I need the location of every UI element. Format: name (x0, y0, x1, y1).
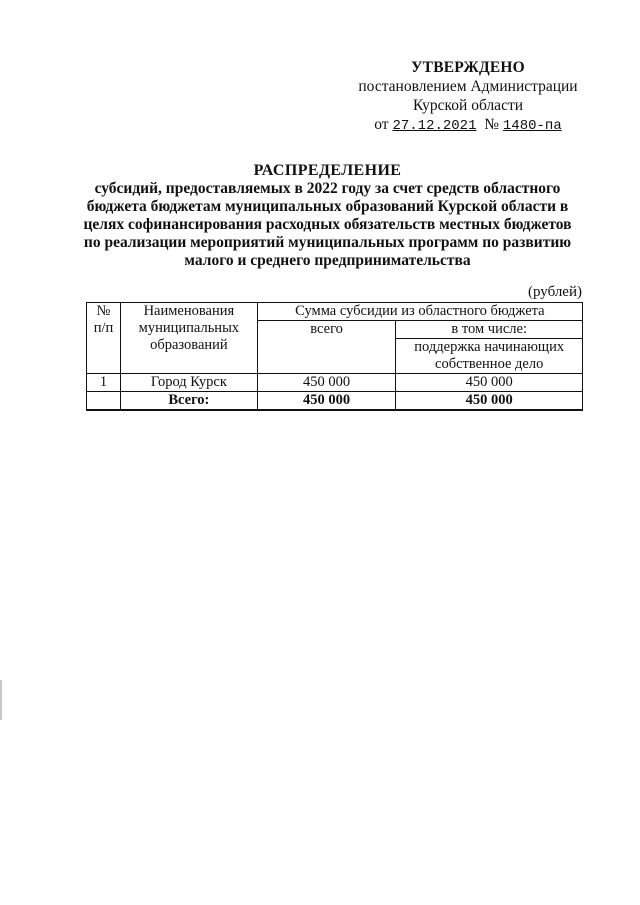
header-including: в том числе: (396, 321, 583, 339)
approval-date: 27.12.2021 (392, 118, 477, 134)
header-num-label: п/п (93, 320, 114, 336)
header-name-line: образований (150, 337, 228, 353)
number-prefix: № (484, 116, 500, 133)
row-num: 1 (87, 374, 121, 392)
table-header-row (87, 303, 583, 321)
row-total: 450 000 (257, 374, 396, 392)
title-main: РАСПРЕДЕЛЕНИЕ (253, 162, 402, 179)
header-num-symbol: № (96, 303, 111, 319)
title-line: по реализации мероприятий муниципальных программ по развитию (83, 234, 572, 251)
scan-edge-mark (0, 680, 2, 720)
header-num (87, 303, 121, 374)
header-name-line: муниципальных (138, 320, 240, 336)
title-line: целях софинансирования расходных обязательств местных бюджетов (83, 216, 572, 233)
title-line: субсидий, предоставляемых в 2022 году за счет средств областного (94, 180, 561, 197)
table-total-row (87, 392, 583, 411)
row-name: Город Курск (120, 374, 257, 392)
unit-label: (рублей) (527, 284, 582, 300)
approval-date-line (340, 115, 596, 136)
total-support: 450 000 (396, 392, 583, 411)
approval-number: 1480-па (502, 118, 562, 134)
title-line: бюджета бюджетам муниципальных образований Курской области в (86, 198, 569, 215)
total-num (87, 392, 121, 411)
header-name (120, 303, 257, 374)
header-total: всего (257, 321, 396, 374)
approval-line-1: постановлением Администрации (358, 78, 578, 95)
date-prefix: от (374, 116, 389, 133)
header-name-line: Наименования (143, 303, 235, 319)
header-support-line: собственное дело (435, 356, 544, 372)
approval-heading: УТВЕРЖДЕНО (411, 59, 525, 76)
header-support (396, 339, 583, 374)
total-label: Всего: (120, 392, 257, 411)
row-support: 450 000 (396, 374, 583, 392)
header-sum: Сумма субсидии из областного бюджета (257, 303, 582, 321)
document-title (70, 162, 585, 270)
table-row (87, 374, 583, 392)
distribution-table (86, 302, 583, 411)
title-line: малого и среднего предпринимательства (184, 252, 471, 269)
header-support-line: поддержка начинающих (414, 339, 565, 355)
total-sum: 450 000 (257, 392, 396, 411)
approval-stamp (340, 58, 596, 136)
approval-line-2: Курской области (412, 97, 524, 114)
